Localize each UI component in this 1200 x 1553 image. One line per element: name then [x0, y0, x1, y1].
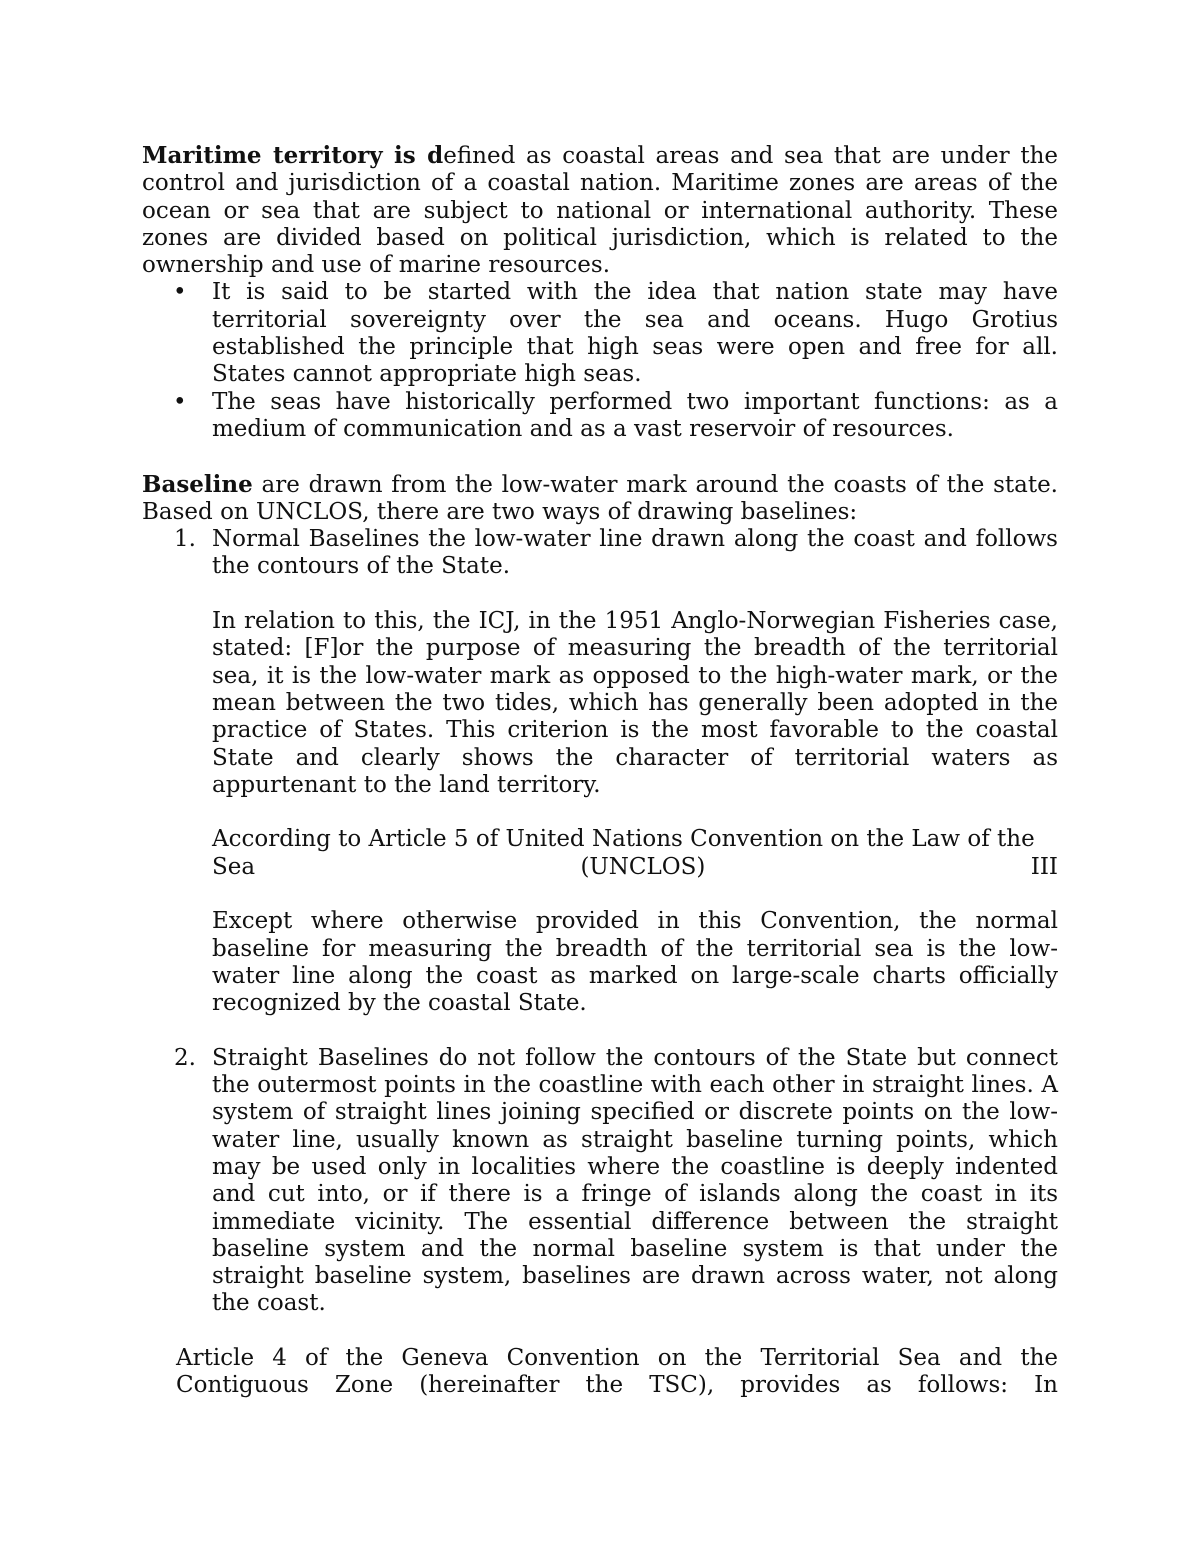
article5-line: According to Article 5 of United Nations Convention on the Law of the [212, 826, 1035, 853]
bullet-icon: • [173, 279, 187, 306]
article5-sea-line [212, 854, 1058, 881]
document-page [142, 142, 1058, 1400]
maritime-territory-paragraph [142, 142, 1058, 279]
numbered-item-straight-baselines [142, 1045, 1058, 1318]
bullet-text: The seas have historically performed two important functions: as a medium of communication and as a vast reservoir of resources. [212, 388, 1058, 442]
baseline-intro: are drawn from the low-water mark around the coasts of the state. Based on UNCLOS, there are two ways of drawing baselines: [142, 471, 1058, 525]
straight-baselines-text: Straight Baselines do not follow the contours of the State but connect the outermost points in the coastline with each other in straight lines. A system of straight lines joining specified or discrete points on the low-water line, usually known as straight baseline turning points, which may be used only in localities where the coastline is deeply indented and cut into, or if there is a fringe of islands along the coast in its immediate vicinity. The essential difference between the straight baseline system and the normal baseline system is that under the straight baseline system, baselines are drawn across water, not along the coast. [212, 1044, 1058, 1317]
baseline-numbered-list [142, 526, 1058, 1318]
icj-paragraph: In relation to this, the ICJ, in the 1951 Anglo-Norwegian Fisheries case, stated: [F]or the purpose of measuring the breadth of the territorial sea, it is the low-water mark as opposed to the high-water mark, or the mean between the two tides, which has generally been adopted in the practice of States. This criterion is the most favorable to the coastal State and clearly shows the character of territorial waters as appurtenant to the land territory. [212, 608, 1058, 798]
maritime-territory-definition: efined as coastal areas and sea that are under the control and jurisdiction of a coastal nation. Maritime zones are areas of the ocean or sea that are subject to national or international authority. These zones are divided based on political jurisdiction, which is related to the ownership and use of marine resources. [142, 143, 1058, 279]
paragraph-spacer [212, 881, 1058, 908]
list-number: 2. [174, 1044, 196, 1071]
bullet-item [142, 389, 1058, 444]
paragraph-spacer [212, 799, 1058, 826]
article5-iii: III [1030, 853, 1058, 880]
maritime-territory-term: Maritime territory is d [142, 142, 444, 169]
bullet-item [142, 279, 1058, 388]
paragraph-spacer [212, 581, 1058, 608]
paragraph-spacer [142, 1318, 1058, 1345]
maritime-bullet-list [142, 279, 1058, 443]
baseline-term: Baseline [142, 470, 253, 498]
bullet-text: It is said to be started with the idea that nation state may have territorial sovereignty over the sea and oceans. Hugo Grotius established the principle that high seas were open and free for all. States cannot appropriate high seas. [212, 279, 1058, 388]
normal-baselines-text: Normal Baselines the low-water line drawn along the coast and follows the contours of the State. [212, 526, 1058, 580]
paragraph-spacer [212, 1018, 1058, 1045]
article5-sea: Sea [212, 853, 256, 880]
numbered-item-normal-baselines [142, 526, 1058, 1045]
except-paragraph: Except where otherwise provided in this Convention, the normal baseline for measuring the breadth of the territorial sea is the low-water line along the coast as marked on large-scale charts officially recognized by the coastal State. [212, 908, 1058, 1017]
paragraph-spacer [142, 443, 1058, 470]
article4-paragraph: Article 4 of the Geneva Convention on the Territorial Sea and the Contiguous Zone (hereinafter the TSC), provides as follows: In [176, 1345, 1058, 1399]
article5-unclos: (UNCLOS) [580, 853, 706, 880]
bullet-icon: • [173, 388, 187, 415]
baseline-paragraph [142, 471, 1058, 527]
list-number: 1. [174, 526, 196, 553]
